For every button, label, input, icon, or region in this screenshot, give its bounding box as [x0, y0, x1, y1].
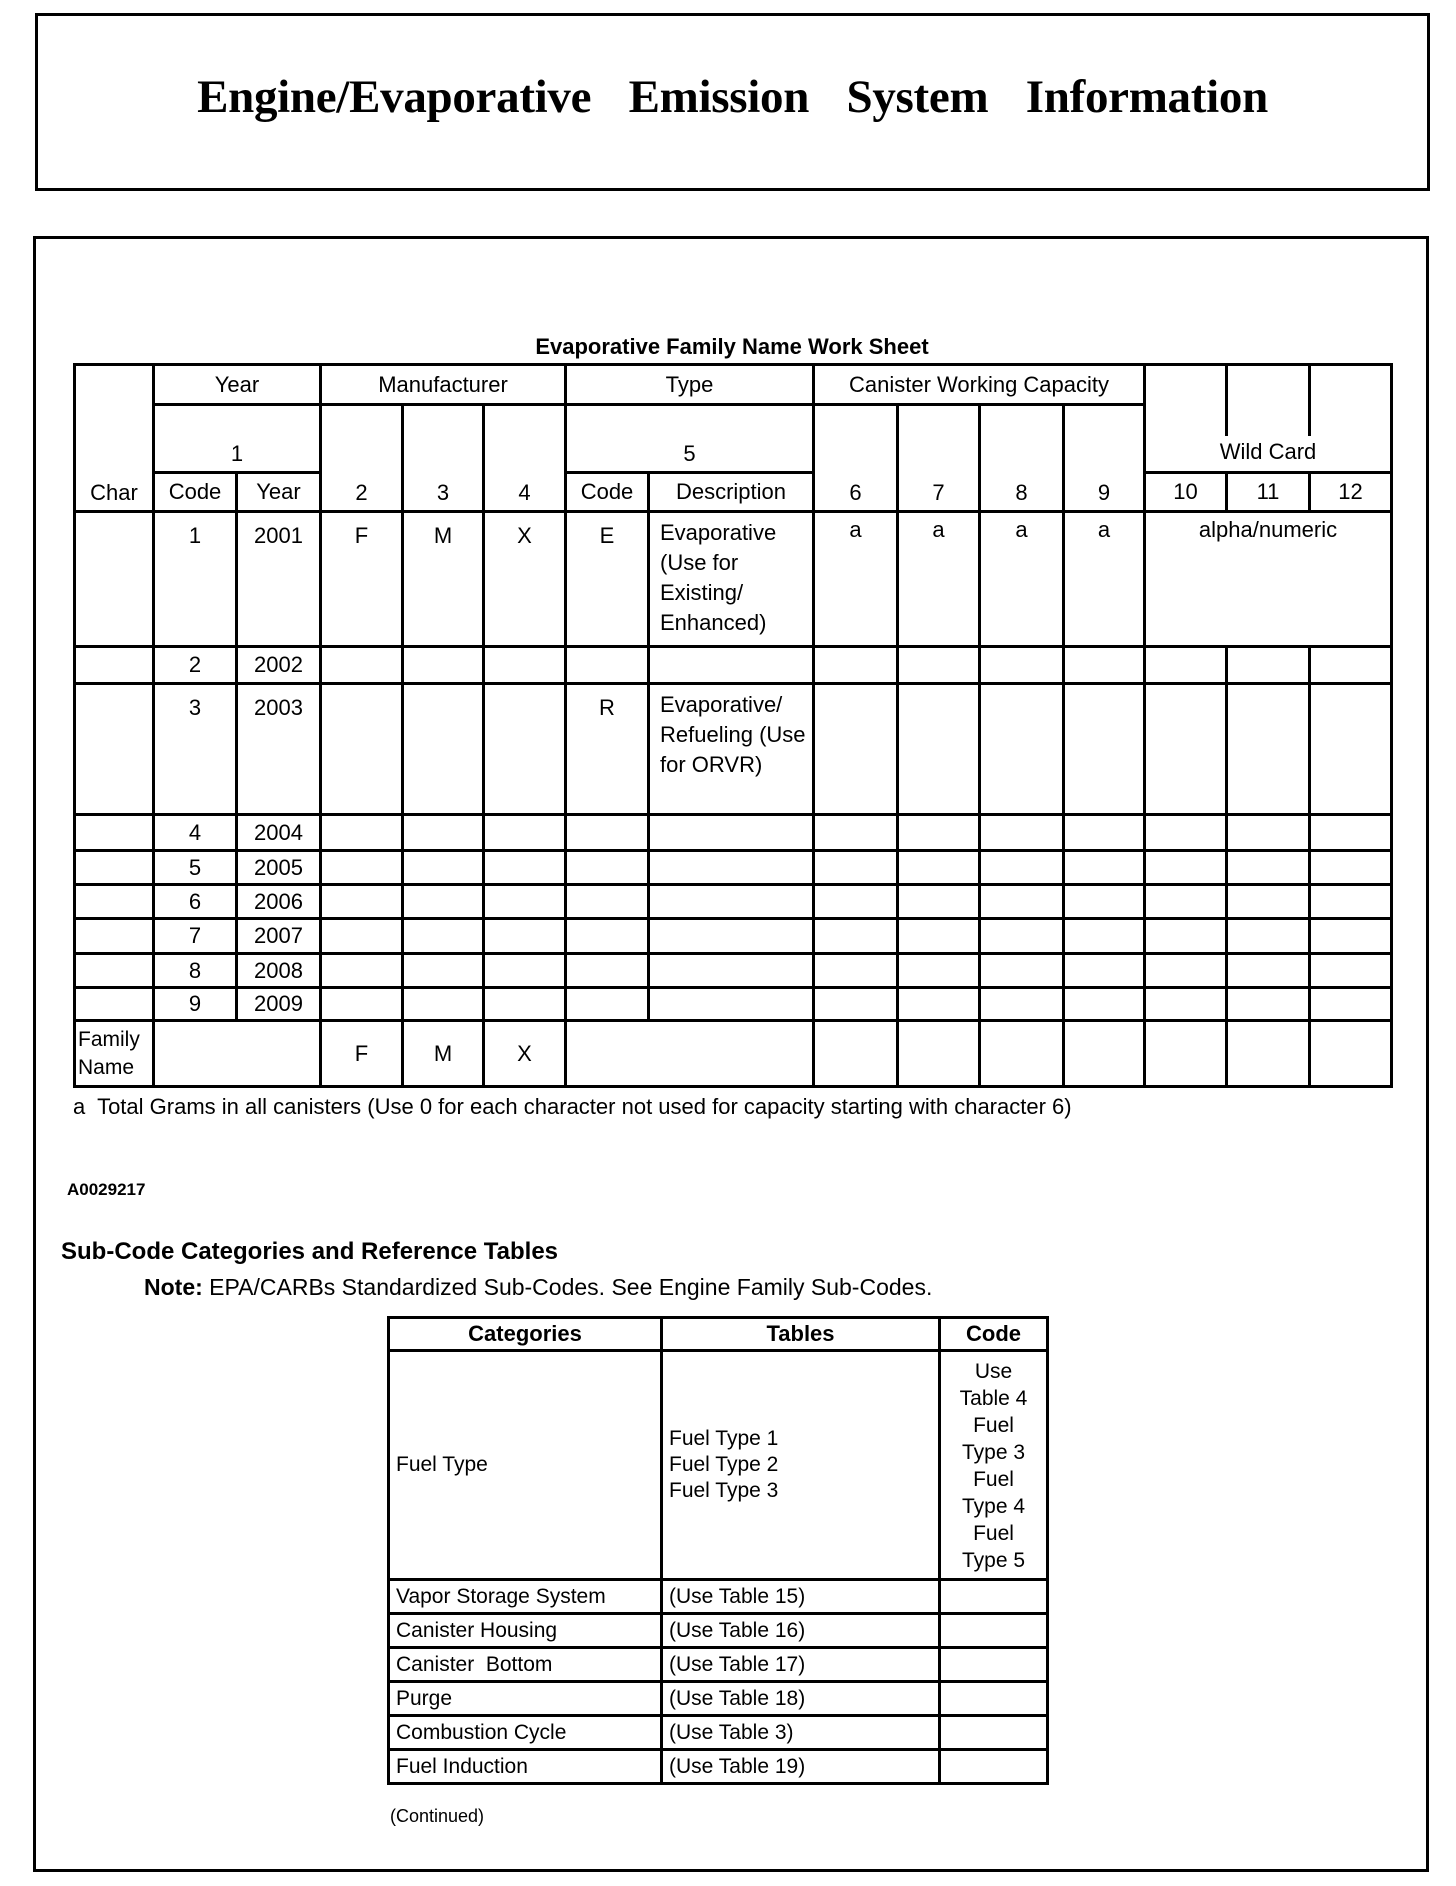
position-4-cell [484, 815, 566, 851]
header-wild-card: Wild Card [1219, 439, 1317, 464]
position-3-cell [403, 815, 484, 851]
position-3-cell [403, 851, 484, 885]
family-name-type-cell[interactable] [566, 1021, 814, 1087]
position-10-cell [1145, 647, 1227, 684]
code-cell: 3 [154, 684, 237, 815]
family-name-position-3: M [403, 1021, 484, 1087]
position-11-cell [1227, 851, 1310, 885]
position-8-cell [980, 919, 1064, 954]
position-6-cell [814, 885, 898, 919]
subcode-row [389, 1580, 1048, 1614]
position-7-cell [898, 647, 980, 684]
position-7-cell: a [898, 512, 980, 647]
position-12-cell [1310, 954, 1392, 988]
code-cell: 5 [154, 851, 237, 885]
tables-cell [662, 1716, 940, 1750]
note-text: EPA/CARBs Standardized Sub-Codes. See Engine Family Sub-Codes. [202, 1274, 933, 1300]
header-year: Year [237, 473, 321, 512]
subcode-note [144, 1274, 932, 1301]
code-cell[interactable] [940, 1614, 1048, 1648]
position-7-cell [898, 885, 980, 919]
type-code-cell [566, 647, 649, 684]
position-9-cell [1064, 988, 1145, 1021]
position-2-cell [321, 647, 403, 684]
year-cell: 2007 [237, 919, 321, 954]
code-cell: 6 [154, 885, 237, 919]
code-cell[interactable] [940, 1580, 1048, 1614]
header-position-11: 11 [1227, 473, 1310, 512]
position-9-cell: a [1064, 512, 1145, 647]
header-wild-card-group [1145, 365, 1392, 473]
table-row [75, 512, 1392, 647]
position-10-cell [1145, 851, 1227, 885]
worksheet-title: Evaporative Family Name Work Sheet [535, 334, 929, 359]
type-description-cell [649, 954, 814, 988]
subcode-section-title: Sub-Code Categories and Reference Tables [61, 1238, 559, 1265]
category-cell: Combustion Cycle [389, 1716, 662, 1750]
year-cell: 2001 [237, 512, 321, 647]
code-cell: 1 [154, 512, 237, 647]
code-line: Type 4 [961, 1495, 1026, 1518]
year-cell: 2005 [237, 851, 321, 885]
family-name-position-11[interactable] [1227, 1021, 1310, 1087]
code-line: Type 3 [961, 1441, 1026, 1464]
subcode-row [389, 1614, 1048, 1648]
position-2-cell [321, 815, 403, 851]
header-position-12: 12 [1310, 473, 1392, 512]
code-cell[interactable] [940, 1750, 1048, 1784]
tables-cell [662, 1750, 940, 1784]
family-name-position-8[interactable] [980, 1021, 1064, 1087]
table-row [75, 919, 1392, 954]
header-code: Code [154, 473, 237, 512]
subcode-header-row [389, 1318, 1048, 1351]
year-cell: 2002 [237, 647, 321, 684]
header-position-6: 6 [814, 405, 898, 512]
header-type-code: Code [566, 473, 649, 512]
family-name-label: Family Name [75, 1021, 154, 1087]
type-description-cell [649, 885, 814, 919]
table-reference: (Use Table 17) [669, 1652, 806, 1676]
type-description-cell [649, 919, 814, 954]
position-11-cell [1227, 919, 1310, 954]
note-label: Note: [144, 1274, 203, 1300]
position-7-cell [898, 851, 980, 885]
position-11-cell [1227, 885, 1310, 919]
family-name-position-6[interactable] [814, 1021, 898, 1087]
position-6-cell [814, 647, 898, 684]
char-cell [75, 919, 154, 954]
position-8-cell [980, 647, 1064, 684]
type-code-cell [566, 954, 649, 988]
position-2-cell [321, 988, 403, 1021]
table-reference: (Use Table 19) [669, 1754, 806, 1778]
char-cell [75, 815, 154, 851]
family-name-position-4: X [484, 1021, 566, 1087]
type-code-cell [566, 885, 649, 919]
header-type-description: Description [649, 473, 814, 512]
position-6-cell [814, 954, 898, 988]
position-12-cell [1310, 988, 1392, 1021]
subcode-row [389, 1750, 1048, 1784]
table-reference: Fuel Type 3 [669, 1479, 779, 1502]
table-reference: Fuel Type 2 [669, 1453, 779, 1476]
family-name-position-12[interactable] [1310, 1021, 1392, 1087]
position-10-cell [1145, 885, 1227, 919]
wild-card-divider [1308, 366, 1311, 436]
category-cell: Vapor Storage System [389, 1580, 662, 1614]
header-char: Char [75, 365, 154, 512]
table-reference: (Use Table 3) [669, 1720, 794, 1744]
table-row [75, 851, 1392, 885]
position-11-cell [1227, 988, 1310, 1021]
table-row [75, 647, 1392, 684]
position-10-cell [1145, 988, 1227, 1021]
table-row [75, 684, 1392, 815]
position-8-cell [980, 815, 1064, 851]
type-code-cell [566, 988, 649, 1021]
position-11-cell [1227, 684, 1310, 815]
code-cell: 7 [154, 919, 237, 954]
table-row [75, 954, 1392, 988]
type-description-cell: Evaporative (Use for Existing/ Enhanced) [649, 512, 814, 647]
code-cell [940, 1351, 1048, 1580]
char-cell [75, 851, 154, 885]
code-cell: 8 [154, 954, 237, 988]
table-row [75, 885, 1392, 919]
position-3-cell [403, 919, 484, 954]
table-reference: (Use Table 15) [669, 1584, 806, 1608]
tables-cell [662, 1580, 940, 1614]
position-8-cell: a [980, 512, 1064, 647]
position-6-cell [814, 815, 898, 851]
figure-reference-code: A0029217 [67, 1180, 146, 1199]
position-8-cell [980, 851, 1064, 885]
header-tables: Tables [662, 1318, 940, 1351]
position-9-cell [1064, 954, 1145, 988]
family-name-position-9[interactable] [1064, 1021, 1145, 1087]
position-10-cell [1145, 815, 1227, 851]
position-12-cell [1310, 815, 1392, 851]
worksheet-footnote: a Total Grams in all canisters (Use 0 for each character not used for capacity starting with character 6) [73, 1094, 1072, 1119]
subcode-row [389, 1716, 1048, 1750]
header-row-columns [75, 473, 1392, 512]
position-12-cell [1310, 684, 1392, 815]
position-2-cell [321, 954, 403, 988]
tables-cell [662, 1648, 940, 1682]
char-cell [75, 512, 154, 647]
category-cell: Fuel Type [389, 1351, 662, 1580]
subcode-row [389, 1682, 1048, 1716]
position-4-cell [484, 851, 566, 885]
position-4-cell [484, 647, 566, 684]
position-3-cell [403, 647, 484, 684]
position-9-cell [1064, 684, 1145, 815]
char-cell [75, 988, 154, 1021]
table-reference: (Use Table 18) [669, 1686, 806, 1710]
code-cell: 2 [154, 647, 237, 684]
position-7-cell [898, 954, 980, 988]
position-4-cell [484, 684, 566, 815]
header-categories: Categories [389, 1318, 662, 1351]
position-12-cell [1310, 851, 1392, 885]
family-name-position-7[interactable] [898, 1021, 980, 1087]
position-6-cell: a [814, 512, 898, 647]
position-9-cell [1064, 919, 1145, 954]
position-6-cell [814, 684, 898, 815]
wild-card-cell: alpha/numeric [1145, 512, 1392, 647]
position-12-cell [1310, 885, 1392, 919]
header-year-group: Year [154, 365, 321, 405]
subcode-row [389, 1648, 1048, 1682]
code-line: Fuel [973, 1414, 1014, 1437]
position-8-cell [980, 885, 1064, 919]
family-name-year-cell[interactable] [154, 1021, 321, 1087]
header-manufacturer-group: Manufacturer [321, 365, 566, 405]
position-7-cell [898, 988, 980, 1021]
table-row [75, 815, 1392, 851]
worksheet-table [73, 363, 1393, 1088]
position-2-cell [321, 684, 403, 815]
tables-cell [662, 1682, 940, 1716]
code-cell[interactable] [940, 1648, 1048, 1682]
position-2-cell: F [321, 512, 403, 647]
code-line: Table 4 [959, 1387, 1028, 1410]
position-9-cell [1064, 647, 1145, 684]
position-6-cell [814, 851, 898, 885]
wild-card-divider [1225, 366, 1228, 436]
position-6-cell [814, 919, 898, 954]
year-cell: 2006 [237, 885, 321, 919]
position-10-cell [1145, 919, 1227, 954]
code-cell[interactable] [940, 1716, 1048, 1750]
family-name-row [75, 1021, 1392, 1087]
position-4-cell: X [484, 512, 566, 647]
type-code-cell [566, 815, 649, 851]
position-11-cell [1227, 815, 1310, 851]
tables-cell [662, 1614, 940, 1648]
family-name-position-2: F [321, 1021, 403, 1087]
code-line: Fuel [973, 1522, 1014, 1545]
position-10-cell [1145, 954, 1227, 988]
family-name-position-10[interactable] [1145, 1021, 1227, 1087]
page-title: Engine/Evaporative Emission System Information [197, 71, 1268, 123]
position-7-cell [898, 684, 980, 815]
header-position-1: 1 [154, 405, 321, 473]
header-position-3: 3 [403, 405, 484, 512]
category-cell: Purge [389, 1682, 662, 1716]
char-cell [75, 954, 154, 988]
type-description-cell [649, 647, 814, 684]
position-12-cell [1310, 647, 1392, 684]
type-description-cell [649, 851, 814, 885]
type-code-cell [566, 851, 649, 885]
position-11-cell [1227, 647, 1310, 684]
position-4-cell [484, 885, 566, 919]
year-cell: 2009 [237, 988, 321, 1021]
tables-cell [662, 1351, 940, 1580]
position-8-cell [980, 684, 1064, 815]
category-cell: Canister Bottom [389, 1648, 662, 1682]
position-9-cell [1064, 815, 1145, 851]
code-line: Use [974, 1360, 1013, 1383]
position-6-cell [814, 988, 898, 1021]
type-description-cell [649, 815, 814, 851]
position-8-cell [980, 988, 1064, 1021]
header-position-8: 8 [980, 405, 1064, 512]
type-code-cell: R [566, 684, 649, 815]
position-3-cell [403, 885, 484, 919]
code-cell: 9 [154, 988, 237, 1021]
header-position-2: 2 [321, 405, 403, 512]
header-position-4: 4 [484, 405, 566, 512]
position-10-cell [1145, 684, 1227, 815]
header-canister-group: Canister Working Capacity [814, 365, 1145, 405]
year-cell: 2008 [237, 954, 321, 988]
code-cell: 4 [154, 815, 237, 851]
header-position-10: 10 [1145, 473, 1227, 512]
year-cell: 2004 [237, 815, 321, 851]
header-position-5: 5 [566, 405, 814, 473]
position-7-cell [898, 815, 980, 851]
char-cell [75, 647, 154, 684]
position-9-cell [1064, 885, 1145, 919]
type-description-cell [649, 988, 814, 1021]
page-title-box [35, 13, 1430, 191]
code-cell[interactable] [940, 1682, 1048, 1716]
header-row-groups [75, 365, 1392, 405]
type-code-cell [566, 919, 649, 954]
table-row [75, 988, 1392, 1021]
subcode-row [389, 1351, 1048, 1580]
table-reference: Fuel Type 1 [669, 1427, 779, 1450]
position-4-cell [484, 954, 566, 988]
position-2-cell [321, 885, 403, 919]
position-3-cell [403, 988, 484, 1021]
header-code: Code [940, 1318, 1048, 1351]
position-3-cell [403, 684, 484, 815]
year-cell: 2003 [237, 684, 321, 815]
char-cell [75, 885, 154, 919]
code-line: Type 5 [961, 1549, 1026, 1572]
position-8-cell [980, 954, 1064, 988]
position-3-cell [403, 954, 484, 988]
table-reference: (Use Table 16) [669, 1618, 806, 1642]
position-9-cell [1064, 851, 1145, 885]
subcode-table [387, 1316, 1049, 1785]
char-cell [75, 684, 154, 815]
header-position-7: 7 [898, 405, 980, 512]
category-cell: Fuel Induction [389, 1750, 662, 1784]
header-position-9: 9 [1064, 405, 1145, 512]
position-2-cell [321, 851, 403, 885]
position-4-cell [484, 988, 566, 1021]
type-code-cell: E [566, 512, 649, 647]
code-line: Fuel [973, 1468, 1014, 1491]
position-4-cell [484, 919, 566, 954]
continued-label: (Continued) [390, 1806, 485, 1826]
position-12-cell [1310, 919, 1392, 954]
position-2-cell [321, 919, 403, 954]
position-7-cell [898, 919, 980, 954]
header-type-group: Type [566, 365, 814, 405]
type-description-cell: Evaporative/ Refueling (Use for ORVR) [649, 684, 814, 815]
category-cell: Canister Housing [389, 1614, 662, 1648]
position-11-cell [1227, 954, 1310, 988]
position-3-cell: M [403, 512, 484, 647]
